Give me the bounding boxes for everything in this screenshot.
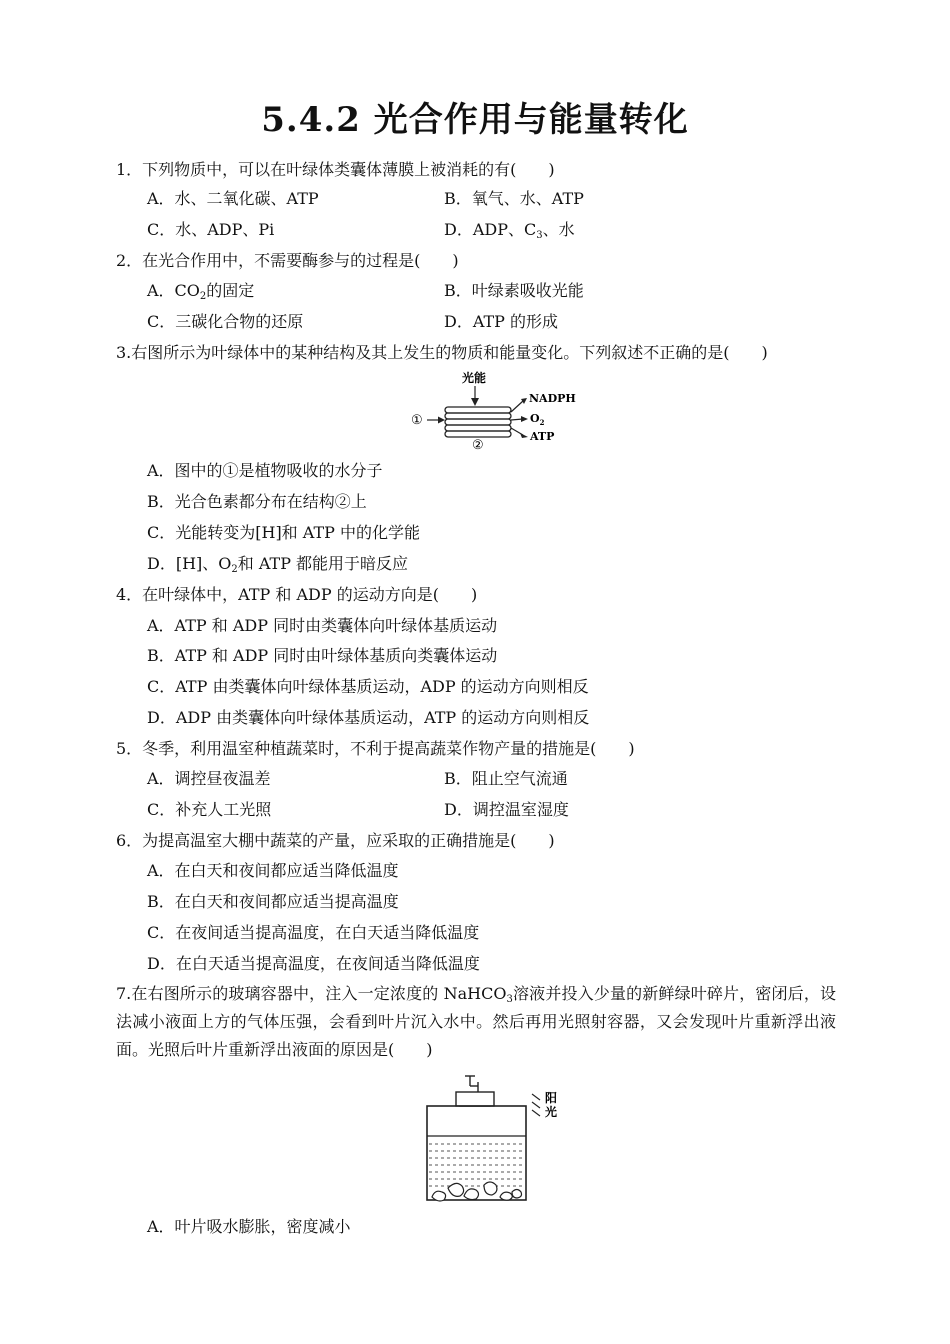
nadph-label: NADPH xyxy=(529,392,576,405)
q5-option-a: A．调控昼夜温差 xyxy=(147,769,271,788)
liquid xyxy=(429,1144,524,1186)
sunlight-label-1: 阳 xyxy=(545,1091,558,1105)
thylakoid-diagram xyxy=(405,370,585,452)
light-energy-label: 光能 xyxy=(462,371,487,385)
q6-stem: 6．为提高温室大棚中蔬菜的产量，应采取的正确措施是( ) xyxy=(116,831,555,850)
q2-option-b: B．叶绿素吸收光能 xyxy=(444,281,584,300)
q2-stem: 2．在光合作用中，不需要酶参与的过程是( ) xyxy=(116,251,459,270)
q5-stem: 5．冬季，利用温室种植蔬菜时，不利于提高蔬菜作物产量的措施是( ) xyxy=(116,739,635,758)
q1-option-d: D．ADP、$C_3$、水 xyxy=(444,220,575,241)
q3-option-b: B．光合色素都分布在结构②上 xyxy=(147,492,367,511)
q4-option-c: C．ATP 由类囊体向叶绿体基质运动，ADP 的运动方向则相反 xyxy=(147,677,589,696)
leaf-pieces xyxy=(432,1182,522,1201)
q1-stem: 1．下列物质中，可以在叶绿体类囊体薄膜上被消耗的有( ) xyxy=(116,160,555,179)
q6-option-c: C．在夜间适当提高温度，在白天适当降低温度 xyxy=(147,923,480,942)
q6-option-d: D．在白天适当提高温度，在夜间适当降低温度 xyxy=(147,954,480,973)
q2-option-a: A．$CO_2$的固定 xyxy=(147,281,255,302)
q5-option-c: C．补充人工光照 xyxy=(147,800,272,819)
o2-label: $O_2$ xyxy=(530,412,545,427)
q5-option-b: B．阻止空气流通 xyxy=(444,769,568,788)
q1-option-b: B．氧气、水、ATP xyxy=(444,189,584,208)
q7-stem: 7.在右图所示的玻璃容器中，注入一定浓度的 NaHCO$_3$溶液并投入少量的新鲜绿叶碎片，密闭后，设法减小液面上方的气体压强，会看到叶片沉入水中。然后再用光照射容器，又会发现叶片重新浮出液面。光照后叶片重新浮出液面的原因是( ) xyxy=(116,984,836,1059)
q6-option-a: A．在白天和夜间都应适当降低温度 xyxy=(147,861,399,880)
stopper xyxy=(456,1092,494,1106)
q3-option-a: A．图中的①是植物吸收的水分子 xyxy=(147,461,383,480)
atp-label: ATP xyxy=(530,430,555,443)
page-title: 5.4.2 光合作用与能量转化 xyxy=(261,100,689,140)
thylakoid-stack xyxy=(445,407,511,437)
circle-two-label: ② xyxy=(472,438,484,452)
q3-stem: 3.右图所示为叶绿体中的某种结构及其上发生的物质和能量变化。下列叙述不正确的是( ) xyxy=(116,343,768,362)
q4-option-d: D．ADP 由类囊体向叶绿体基质运动，ATP 的运动方向则相反 xyxy=(147,708,590,727)
circle-one-label: ① xyxy=(411,413,423,428)
q3-option-c: C．光能转变为[H]和 ATP 中的化学能 xyxy=(147,523,420,542)
q2-option-c: C．三碳化合物的还原 xyxy=(147,312,304,331)
q6-option-b: B．在白天和夜间都应适当提高温度 xyxy=(147,892,399,911)
q4-stem: 4．在叶绿体中，ATP 和 ADP 的运动方向是( ) xyxy=(116,585,478,604)
q7-option-a: A．叶片吸水膨胀，密度减小 xyxy=(147,1217,351,1236)
sunlight-arrows xyxy=(532,1094,540,1116)
q2-option-d: D．ATP 的形成 xyxy=(444,312,559,331)
glass-container-diagram xyxy=(420,1070,570,1206)
q1-option-a: A．水、二氧化碳、ATP xyxy=(147,189,319,208)
sunlight-label-2: 光 xyxy=(545,1105,558,1119)
q1-option-c: C．水、ADP、Pi xyxy=(147,220,275,239)
q3-option-d: D．[H]、$O_2$和 ATP 都能用于暗反应 xyxy=(147,554,409,575)
q4-option-b: B．ATP 和 ADP 同时由叶绿体基质向类囊体运动 xyxy=(147,646,498,665)
q5-option-d: D．调控温室湿度 xyxy=(444,800,569,819)
q4-option-a: A．ATP 和 ADP 同时由类囊体向叶绿体基质运动 xyxy=(147,616,498,635)
